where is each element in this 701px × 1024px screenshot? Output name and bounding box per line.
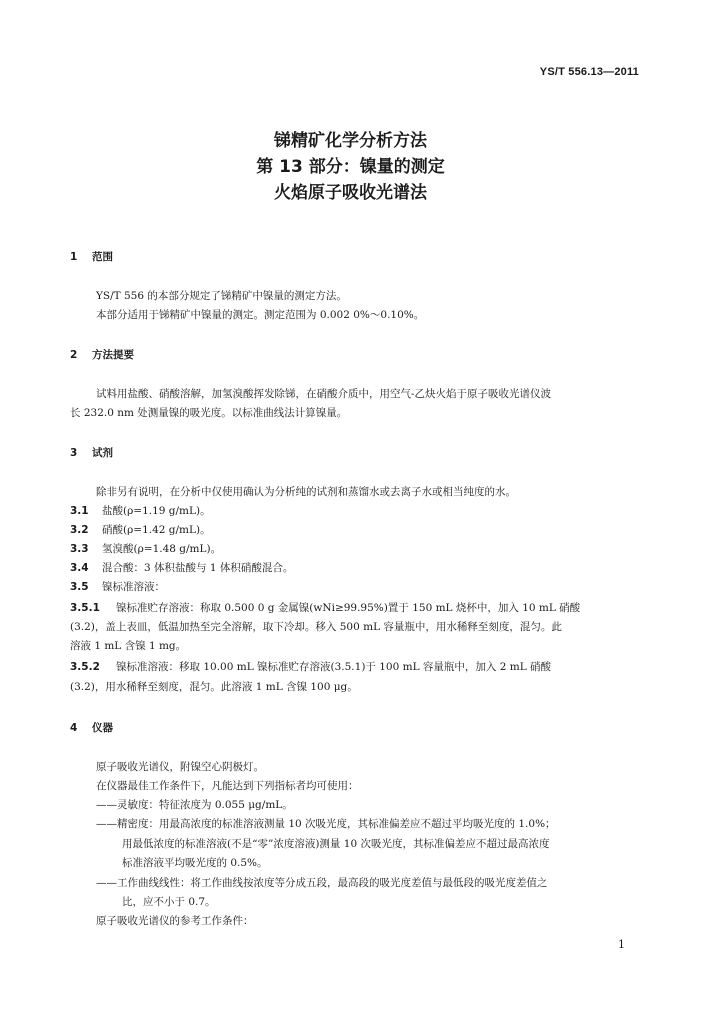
item-3-2-text: 硝酸(ρ=1.42 g/mL)。 xyxy=(102,524,211,536)
section-4-line-5: 用最低浓度的标准溶液(不是“零”浓度溶液)测量 10 次吸光度，其标准偏差应不超过最高浓度 xyxy=(122,838,550,850)
item-3-5-1-line-3: 溶液 1 mL 含镍 1 mg。 xyxy=(70,640,187,652)
page-number: 1 xyxy=(618,938,625,951)
item-3-1 xyxy=(70,504,211,518)
item-3-5-number: 3.5 xyxy=(70,581,89,593)
section-4-line-8: 比，应不小于 0.7。 xyxy=(122,896,216,908)
document-title xyxy=(0,128,701,206)
section-4-line-6: 标准溶液平均吸光度的 0.5%。 xyxy=(122,857,268,869)
item-3-5-2-number: 3.5.2 xyxy=(70,661,100,673)
item-3-3-number: 3.3 xyxy=(70,543,89,555)
item-3-5-2-text-1: 镍标准溶液：移取 10.00 mL 镍标准贮存溶液(3.5.1)于 100 mL 容量瓶中，加入 2 mL 硝酸 xyxy=(116,661,552,673)
item-3-2-number: 3.2 xyxy=(70,524,89,536)
standard-number: YS/T 556.13—2011 xyxy=(539,66,639,78)
title-line-3: 火焰原子吸收光谱法 xyxy=(274,183,427,203)
section-4-line-4: ——精密度：用最高浓度的标准溶液测量 10 次吸光度，其标准偏差应不超过平均吸光度的 1.0%； xyxy=(96,818,556,830)
section-4-line-1: 原子吸收光谱仪，附镍空心阴极灯。 xyxy=(96,761,264,773)
section-3-number: 3 xyxy=(70,447,78,459)
section-1-heading xyxy=(70,249,113,264)
item-3-4 xyxy=(70,561,293,575)
item-3-3-text: 氢溴酸(ρ=1.48 g/mL)。 xyxy=(102,543,222,555)
item-3-5 xyxy=(70,580,165,594)
section-4-number: 4 xyxy=(70,722,78,734)
item-3-5-text: 镍标准溶液： xyxy=(102,581,165,593)
section-2-number: 2 xyxy=(70,349,78,361)
section-2-title: 方法提要 xyxy=(92,349,134,361)
section-4-line-7: ——工作曲线线性：将工作曲线按浓度等分成五段，最高段的吸光度差值与最低段的吸光度差值之 xyxy=(96,877,548,889)
item-3-5-1-text-1: 镍标准贮存溶液：称取 0.500 0 g 金属镍(wNi≥99.95%)置于 150 mL 烧杯中，加入 10 mL 硝酸 xyxy=(116,602,581,614)
section-4-line-2: 在仪器最佳工作条件下，凡能达到下列指标者均可使用： xyxy=(96,780,359,792)
section-4-line-9: 原子吸收光谱仪的参考工作条件： xyxy=(96,915,254,927)
item-3-5-1-line-1 xyxy=(70,601,580,615)
item-3-5-2-line-2: (3.2)，用水稀释至刻度，混匀。此溶液 1 mL 含镍 100 μg。 xyxy=(70,681,358,693)
section-3-intro: 除非另有说明，在分析中仅使用确认为分析纯的试剂和蒸馏水或去离子水或相当纯度的水。 xyxy=(96,486,516,498)
section-1-number: 1 xyxy=(70,251,78,263)
section-4-line-3: ——灵敏度：特征浓度为 0.055 μg/mL。 xyxy=(96,799,293,811)
item-3-1-text: 盐酸(ρ=1.19 g/mL)。 xyxy=(102,505,211,517)
item-3-2 xyxy=(70,523,211,537)
item-3-4-number: 3.4 xyxy=(70,562,89,574)
item-3-5-2-line-1 xyxy=(70,660,551,674)
item-3-5-1-number: 3.5.1 xyxy=(70,602,100,614)
section-1-line-1: YS/T 556 的本部分规定了锑精矿中镍量的测定方法。 xyxy=(96,290,347,302)
item-3-1-number: 3.1 xyxy=(70,505,89,517)
section-2-line-1: 试料用盐酸、硝酸溶解，加氢溴酸挥发除锑，在硝酸介质中，用空气-乙炔火焰于原子吸收光谱仪波 xyxy=(96,388,552,400)
section-3-title: 试剂 xyxy=(92,447,113,459)
item-3-5-1-line-2: (3.2)，盖上表皿，低温加热至完全溶解，取下冷却。移入 500 mL 容量瓶中，用水稀释至刻度，混匀。此 xyxy=(70,621,562,633)
item-3-3 xyxy=(70,542,221,556)
title-line-1: 锑精矿化学分析方法 xyxy=(274,131,427,151)
section-4-title: 仪器 xyxy=(92,722,113,734)
section-2-line-2: 长 232.0 nm 处测量镍的吸光度。以标准曲线法计算镍量。 xyxy=(70,407,348,419)
section-2-heading xyxy=(70,347,134,362)
section-4-heading xyxy=(70,720,113,735)
title-line-2: 第 13 部分：镍量的测定 xyxy=(256,157,445,177)
section-1-title: 范围 xyxy=(92,251,113,263)
item-3-4-text: 混合酸：3 体积盐酸与 1 体积硝酸混合。 xyxy=(102,562,294,574)
section-1-line-2: 本部分适用于锑精矿中镍量的测定。测定范围为 0.002 0%～0.10%。 xyxy=(96,309,425,321)
section-3-heading xyxy=(70,445,113,460)
